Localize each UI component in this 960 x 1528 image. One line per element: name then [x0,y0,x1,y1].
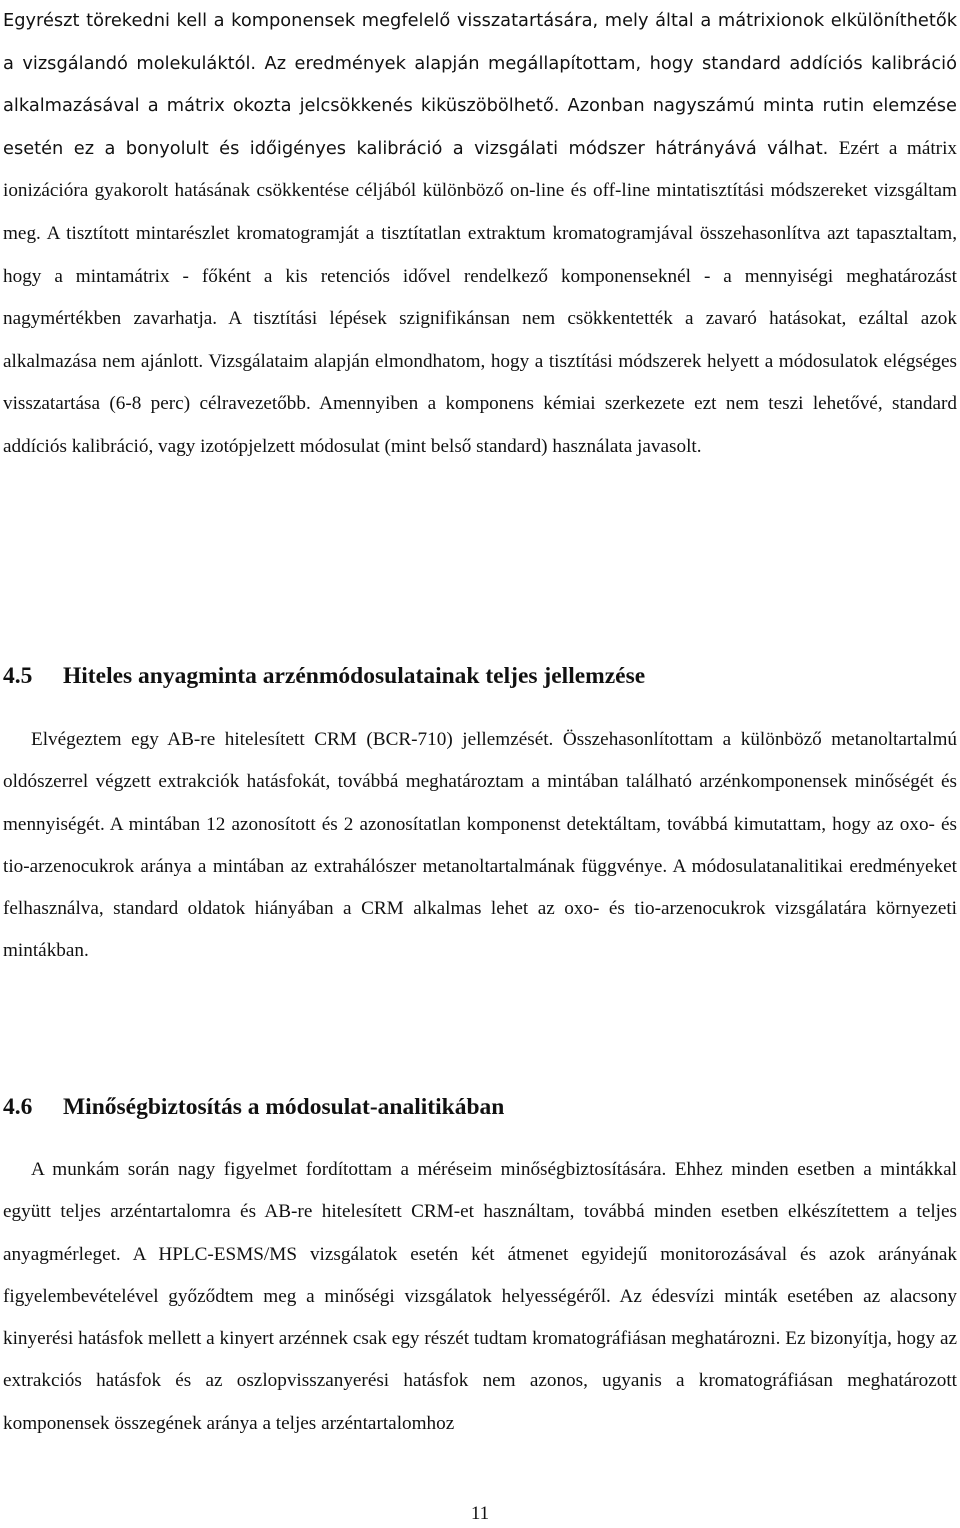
section-number: 4.6 [3,1094,33,1120]
section-heading-4-5 [3,661,645,691]
paragraph-text: Elvégeztem egy AB-re hitelesített CRM (BCR-710) jellemzését. Összehasonlítottam a különböző metanoltartalmú oldószerrel végzett extrakciók hatásfokát, továbbá meghatároztam a mintában található arzénkomponensek minőségét és mennyiségét. A mintában 12 azonosított és 2 azonosítatlan komponenst detektáltam, továbbá kimutattam, hogy az oxo- és tio-arzenocukrok aránya a mintában az extrahálószer metanoltartalmának függvénye. A módosulatanalitikai eredményeket felhasználva, standard oldatok hiányában a CRM alkalmas lehet az oxo- és tio-arzenocukrok vizsgálatára környezeti mintákban. [3,729,957,962]
intro-sentence-sans: Egyrészt törekedni kell a komponensek megfelelő visszatartására, mely által a mátrixionok elkülöníthetők a vizsgálandó molekuláktól. Az eredmények alapján megállapítottam, hogy standard addíciós kalibráció alkalmazásával a mátrix okozta jelcsökkenés kiküszöbölhető. Azonban nagyszámú minta rutin elemzése esetén ez a bonyolult és időigényes kalibráció a vizsgálati módszer hátrányává válhat. [3,10,957,159]
section-4-6-paragraph [3,1149,957,1445]
section-heading-4-6 [3,1092,504,1122]
paragraph-text: A munkám során nagy figyelmet fordítottam a méréseim minőségbiztosítására. Ehhez minden esetben a mintákkal együtt teljes arzéntartalomra és AB-re hitelesített CRM-et használtam, továbbá minden esetben elkészítettem a teljes anyagmérleget. A HPLC-ESMS/MS vizsgálatok esetén két átmenet egyidejű monitorozásával és azok arányának figyelembevételével győződtem meg a minőségi vizsgálatok helyességéről. Az édesvízi minták esetében az alacsony kinyerési hatásfok mellett a kinyert arzénnek csak egy részét tudtam kromatográfiásan meghatározni. Ez bizonyítja, hogy az extrakciós hatásfok és az oszlopvisszanyerési hatásfok nem azonos, ugyanis a kromatográfiásan meghatározott komponensek összegének aránya a teljes arzéntartalomhoz [3,1159,957,1434]
section-title: Hiteles anyagminta arzénmódosulatainak teljes jellemzése [63,663,646,689]
section-title: Minőségbiztosítás a módosulat-analitikában [63,1094,505,1120]
intro-sentence-serif: Ezért a mátrix ionizációra gyakorolt hatásának csökkentése céljából különböző on-line és off-line mintatisztítási módszereket vizsgáltam meg. A tisztított mintarészlet kromatogramját a tisztítatlan extraktum kromatogramjával összehasonlítva azt tapasztaltam, hogy a mintamátrix - főként a kis retenciós idővel rendelkező komponenseknél - a mennyiségi meghatározást nagymértékben zavarhatja. A tisztítási lépések szignifikánsan nem csökkentették a zavaró hatásokat, ezáltal azok alkalmazása nem ajánlott. Vizsgálataim alapján elmondhatom, hogy a tisztítási módszerek helyett a módosulatok elégséges visszatartása (6-8 perc) célravezetőbb. Amennyiben a komponens kémiai szerkezete ezt nem teszi lehetővé, standard addíciós kalibráció, vagy izotópjelzett módosulat (mint belső standard) használata javasolt. [3,137,957,457]
section-number: 4.5 [3,663,33,689]
page-number: 11 [470,1503,490,1524]
section-4-5-paragraph [3,719,957,973]
intro-paragraph [3,0,957,469]
